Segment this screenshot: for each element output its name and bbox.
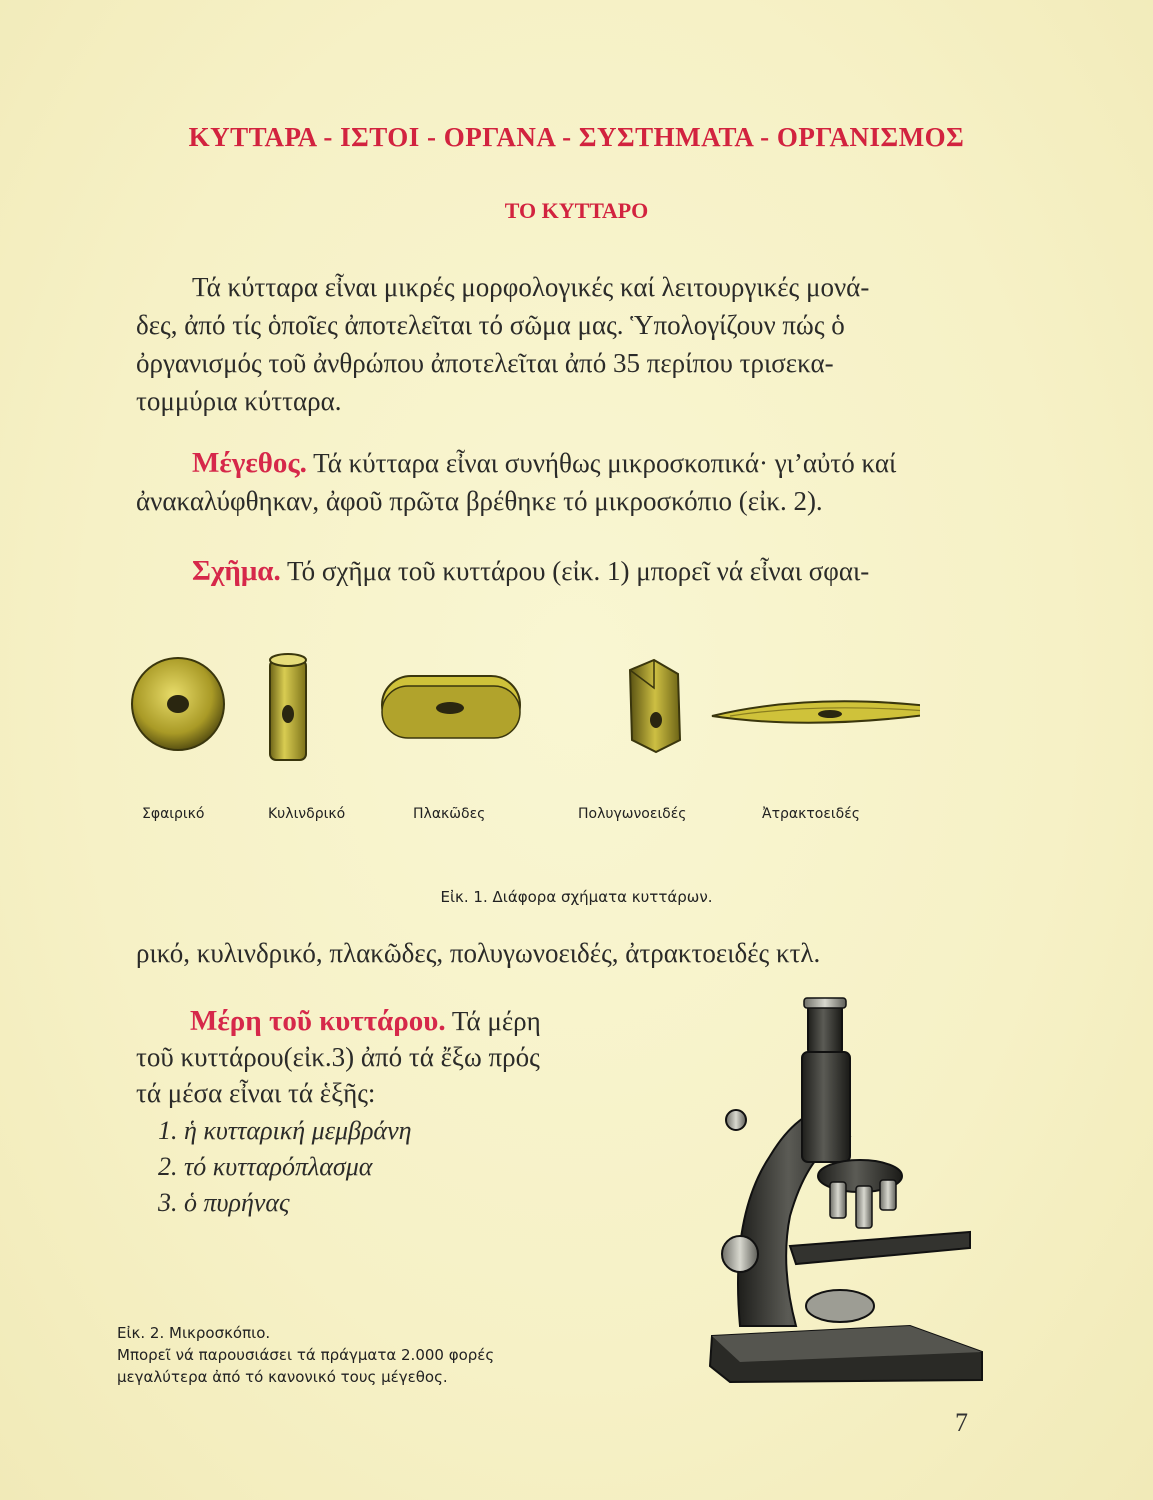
list-item: 1. ἡ κυτταρική μεμβράνη: [158, 1116, 412, 1145]
label-cylindrical: Κυλινδρικό: [268, 806, 346, 822]
shape-text: Τό σχῆμα τοῦ κυττάρου (εἰκ. 1) μπορεῖ νά εἶναι σφαι-: [280, 556, 870, 586]
label-polygonal: Πολυγωνοειδές: [578, 806, 687, 822]
flat-cell: [382, 676, 520, 738]
figure2-caption-line: μεγαλύτερα ἀπό τό κανονικό τους μέγεθος.: [117, 1368, 448, 1386]
microscope-figure: [700, 996, 990, 1406]
figure1-caption: Εἰκ. 1. Διάφορα σχήματα κυττάρων.: [440, 888, 713, 906]
figure2-caption: [117, 1322, 494, 1388]
intro-line: Τά κύτταρα εἶναι μικρές μορφολογικές καί λειτουργικές μονά-: [192, 272, 870, 302]
shape-line-1: [192, 552, 869, 590]
list-item: 2. τό κυτταρόπλασμα: [158, 1152, 373, 1181]
page-title: ΚΥΤΤΑΡΑ - ΙΣΤΟΙ - ΟΡΓΑΝΑ - ΣΥΣΤΗΜΑΤΑ - ΟΡΓΑΝΙΣΜΟΣ: [188, 122, 965, 152]
size-line-1: [192, 444, 896, 482]
spherical-cell: [132, 658, 224, 750]
intro-line: δες, ἀπό τίς ὁποῖες ἀποτελεῖται τό σῶμα μας. Ὑπολογίζουν πώς ὁ: [136, 310, 845, 340]
parts-line-2: τοῦ κυττάρου(εἰκ.3) ἀπό τά ἔξω πρός: [136, 1042, 540, 1072]
polygonal-cell: [630, 660, 680, 752]
size-text: Τά κύτταρα εἶναι συνήθως μικροσκοπικά· γι’αὐτό καί: [306, 448, 897, 478]
figure2-caption-line: Εἰκ. 2. Μικροσκόπιο.: [117, 1324, 271, 1342]
spindle-cell: [712, 701, 920, 722]
list-item: 3. ὁ πυρήνας: [158, 1188, 290, 1217]
shape-line-2: ρικό, κυλινδρικό, πλακῶδες, πολυγωνοειδές, ἀτρακτοειδές κτλ.: [136, 938, 821, 968]
parts-text: Τά μέρη: [445, 1006, 541, 1036]
size-heading: Μέγεθος.: [192, 447, 307, 479]
size-line-2: ἀνακαλύφθηκαν, ἀφοῦ πρῶτα βρέθηκε τό μικροσκόπιο (εἰκ. 2).: [136, 486, 823, 516]
parts-line-1: [190, 1002, 541, 1040]
intro-line: ὀργανισμός τοῦ ἀνθρώπου ἀποτελεῖται ἀπό 35 περίπου τρισεκα-: [136, 348, 834, 378]
parts-heading: Μέρη τοῦ κυττάρου.: [190, 1005, 446, 1037]
intro-line: τομμύρια κύτταρα.: [136, 386, 342, 416]
label-spindle: Ἀτρακτοειδές: [762, 806, 861, 822]
shape-heading: Σχῆμα.: [192, 555, 281, 587]
parts-line-3: τά μέσα εἶναι τά ἑξῆς:: [136, 1078, 376, 1108]
label-spherical: Σφαιρικό: [142, 806, 205, 822]
label-flat: Πλακῶδες: [413, 806, 486, 822]
section-title: ΤΟ ΚΥΤΤΑΡΟ: [504, 198, 649, 223]
page-number: 7: [955, 1408, 968, 1437]
figure2-caption-line: Μπορεῖ νά παρουσιάσει τά πράγματα 2.000 φορές: [117, 1346, 495, 1364]
cell-shapes-figure: [120, 640, 920, 790]
cylindrical-cell: [270, 654, 306, 760]
